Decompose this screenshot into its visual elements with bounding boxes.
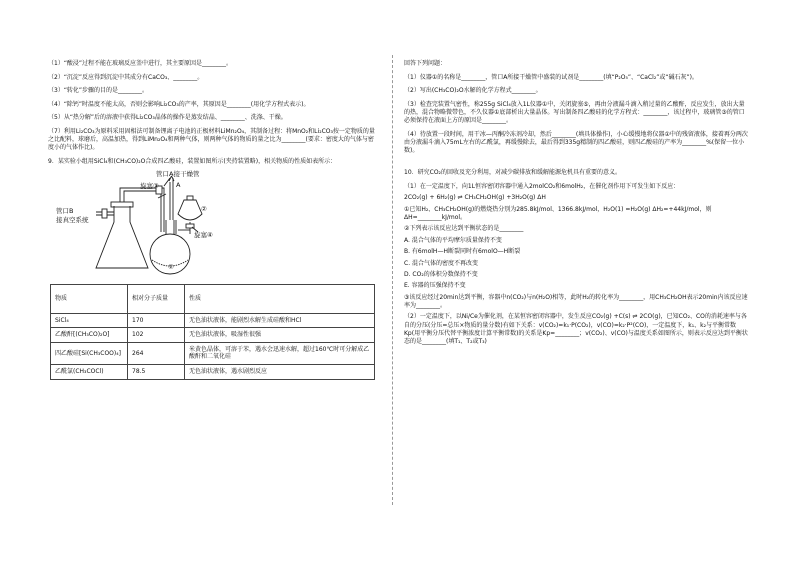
right-column <box>404 60 749 349</box>
option-a: A. 混合气体的平均摩尔质量保持不变 <box>404 236 502 244</box>
table-cell: 乙酸酐[(CH₃CO)₂O] <box>51 328 128 343</box>
sub-question-3: （3）检查完装置气密性，称255g SiCl₄放入1L仪器①中，关闭旋塞⑤，再由分液漏斗滴入稍过量的乙酸酐，反应发生，放出大量的热，混合物略微带色，不久仪器①底部析出大量晶体。写出制备四乙酸硅的化学方程式：________，该过程中，玻璃管③的管口必须保持在液面上方的原因是________。 <box>404 100 745 125</box>
table-cell: 无色油状液体，遇水剧烈反应 <box>185 364 375 379</box>
circle-1-label: ① <box>168 262 174 271</box>
table-cell: 无色油状液体，吸湿性很强 <box>185 328 375 343</box>
left-column <box>48 60 378 380</box>
question-7: （7）利用Li₂CO₃为原料采用固相法可制备锂离子电池的正极材料LiMn₂O₄，其制备过程：将MnO₂和Li₂CO₃按一定物质的量之比配料，球磨后，高温加热，得到LiMn₂O₄和两种气体，则两种气体的物质的量之比为________(要求：密度大的气体与密度小的气体作比)。 <box>48 127 375 152</box>
table-cell: 米黄色晶体，可溶于苯，遇水会迅速水解，超过160℃时可分解成乙酸酐和二氧化硅 <box>185 342 375 364</box>
option-e: E. 容器的压强保持不变 <box>404 282 466 290</box>
table-cell: SiCl₄ <box>51 313 128 328</box>
option-c: C. 混合气体的密度不再改变 <box>404 259 479 267</box>
question-5: （5）从“热分解”后的溶液中获得Li₂CO₃晶体的操作是蒸发结晶、________、洗涤、干燥。 <box>48 114 287 122</box>
table-row <box>51 313 375 328</box>
table-cell: 170 <box>128 313 185 328</box>
part-1-c: ③该反应经过20min达到平衡，容器中n(CO₂)与n(H₂O)相等，此时H₂的转化率为________，用CH₃CH₂OH表示20min内该反应速率为________。 <box>404 293 748 309</box>
part-1-a: ①已知H₂、CH₃CH₂OH(g)的燃烧热分别为285.8kJ/mol、1366.8kJ/mol，H₂O(1) =H₂O(g) ΔH₂=+44kJ/mol，则ΔH=________kJ/mol。 <box>404 205 712 221</box>
port-a-label: 管口A接干燥管 <box>156 169 200 178</box>
table-header: 物质 <box>51 284 128 313</box>
properties-table <box>50 284 375 380</box>
valve-3-label: 旋塞③ <box>140 181 159 190</box>
apparatus-diagram <box>56 169 266 280</box>
sub-question-4: （4）待放置一段时间，用干冰—丙酮冷冻剂冷却，然后________(填具体操作)，小心缓慢地将仪器①中的残留液体，接着再分两次由分液漏斗滴入75mL左右的乙酰氯，再缓慢除去，最后得到335g精制的四乙酸硅，则四乙酸硅的产率为________%(保留一位小数)。 <box>404 130 748 155</box>
question-2: （2）“沉淀”反应得到沉淀中其成分有CaCO₃、________。 <box>48 73 204 81</box>
question-9-intro: 9．某实验小组用SiCl₄和(CH₃CO)₂O合成四乙酸硅，装置如图所示(夹持装置略)，相关物质的性质如表所示： <box>48 157 337 165</box>
table-row <box>51 364 375 379</box>
vacuum-label: 接真空系统 <box>56 215 89 224</box>
table-row <box>51 328 375 343</box>
table-cell: 264 <box>128 342 185 364</box>
option-b: B. 有6molH—H断裂同时有6molO—H断裂 <box>404 248 521 256</box>
reaction-equation: 2CO₂(g) + 6H₂(g) ⇌ CH₃CH₂OH(g) +3H₂O(g) ΔH <box>404 194 546 202</box>
question-10-intro: 10．研究CO₂的回收及充分利用，对减少碳排放和缓解能源危机具有重要的意义。 <box>404 169 621 177</box>
table-cell: 乙酰氯(CH₃COCl) <box>51 364 128 379</box>
table-cell: 无色油状液体，能剧烈水解生成硅酸和HCl <box>185 313 375 328</box>
column-divider <box>392 55 393 505</box>
valve-4-label: 旋塞④ <box>194 230 213 239</box>
table-cell: 四乙酸硅[Si(CH₃COO)₄] <box>51 342 128 364</box>
table-row <box>51 342 375 364</box>
answer-intro: 回答下列问题： <box>404 60 447 67</box>
table-header: 相对分子质量 <box>128 284 185 313</box>
table-header-row <box>51 284 375 313</box>
letter-a-label: A <box>176 180 181 189</box>
option-d: D. CO₂的体积分数保持不变 <box>404 270 478 278</box>
part-1-b: ②下列表示该反应达到平衡状态的是________ <box>404 225 524 233</box>
question-3: （3）“转化”步骤的目的是________。 <box>48 87 149 95</box>
question-4: （4）“除钙”时温度不能太高，否则会影响Li₂CO₃的产率，其原因是________(用化学方程式表示)。 <box>48 100 310 108</box>
table-header: 性质 <box>185 284 375 313</box>
circle-2-label: ② <box>201 204 207 213</box>
table-cell: 102 <box>128 328 185 343</box>
part-1: （1）在一定温度下，向1L恒容密闭容器中通入2molCO₂和6molH₂，在催化剂作用下可发生如下反应： <box>404 182 680 190</box>
sub-question-2: （2）写出(CH₃CO)₂O水解的化学方程式________。 <box>404 87 542 95</box>
apparatus-drawing <box>56 169 266 280</box>
part-2: （2）一定温度下，以Ni/Ce为催化剂，在某恒容密闭容器中，发生反应CO₂(g) +C(s) ⇌ 2CO(g)，已知CO₂、CO的消耗速率与各自的分压(分压=总压×物质的量分数)有如下关系：v(CO₂)=k₁·P(CO₂)，v(CO)=k₂·P²(CO)，一定温度下，k₁、k₂与平衡常数Kp(用平衡分压代替平衡浓度计算平衡常数)的关系是Kp=________；v(CO₂)、v(CO)与温度关系如图所示，则表示反应达到平衡状态的是________(填T₁、T₂或T₃) <box>404 313 748 345</box>
question-1: （1）“酸浸”过程不能在玻璃反应釜中进行，其主要原因是________。 <box>48 60 233 67</box>
port-b-label: 管口B <box>56 206 74 215</box>
table-cell: 78.5 <box>128 364 185 379</box>
sub-question-1: （1）仪器①的名称是________，管口A所接干燥管中盛装的试剂是________(填“P₂O₅”、“CaCl₂”或“碱石灰”)。 <box>404 73 698 81</box>
